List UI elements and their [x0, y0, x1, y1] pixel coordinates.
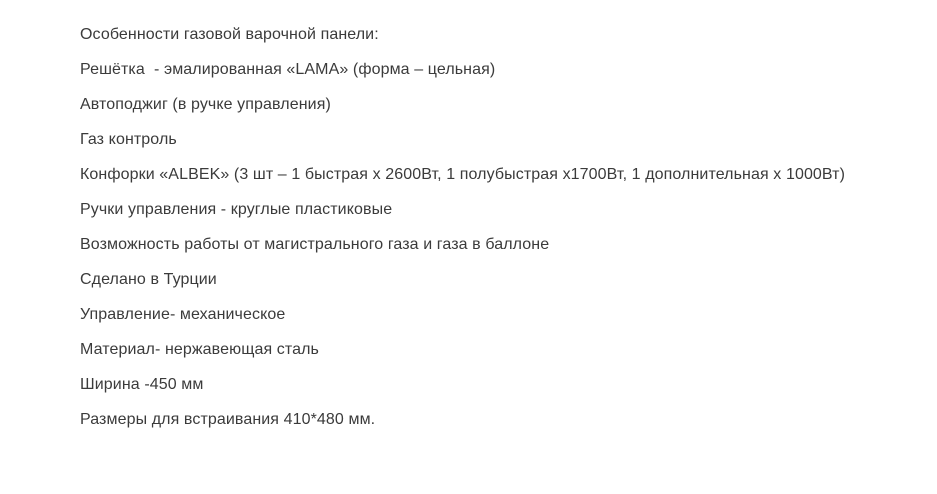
- feature-width: Ширина -450 мм: [80, 376, 204, 393]
- description-title: Особенности газовой варочной панели:: [80, 26, 379, 43]
- feature-gas-control: Газ контроль: [80, 131, 177, 148]
- feature-knobs: Ручки управления - круглые пластиковые: [80, 201, 393, 218]
- feature-auto-ignition: Автоподжиг (в ручке управления): [80, 96, 331, 113]
- feature-grate: Решётка - эмалированная «LAMA» (форма – цельная): [80, 61, 496, 78]
- feature-material: Материал- нержавеющая сталь: [80, 341, 319, 358]
- feature-made-in: Сделано в Турции: [80, 271, 217, 288]
- feature-burners: Конфорки «ALBEK» (3 шт – 1 быстрая х 2600Вт, 1 полубыстрая х1700Вт, 1 дополнительная х 1000Вт): [80, 166, 846, 183]
- feature-control-type: Управление- механическое: [80, 306, 286, 323]
- feature-gas-supply: Возможность работы от магистрального газа и газа в баллоне: [80, 236, 550, 253]
- feature-cutout-dimensions: Размеры для встраивания 410*480 мм.: [80, 411, 376, 428]
